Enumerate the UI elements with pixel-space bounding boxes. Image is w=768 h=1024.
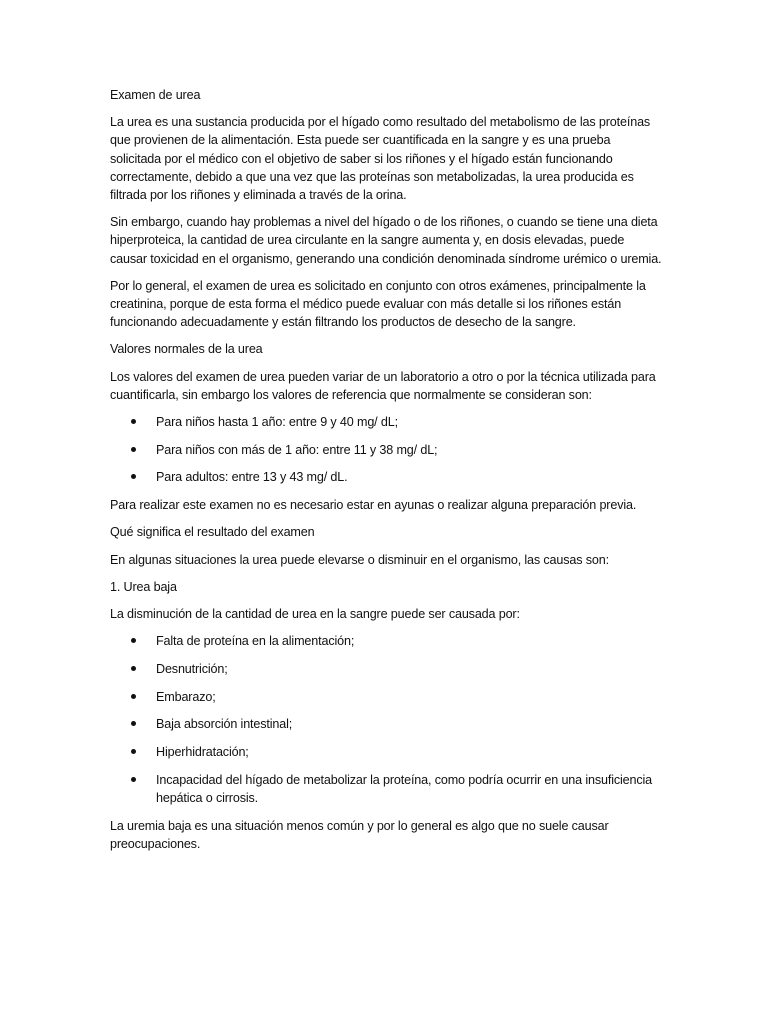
section-heading-normal-values: Valores normales de la urea [110,342,263,357]
list-item-text: Falta de proteína en la alimentación; [156,634,355,649]
bullet-icon [131,419,136,424]
bullet-icon [131,777,136,782]
normal-values-list [110,413,662,487]
document-title: Examen de urea [110,88,201,102]
list-item-text: Para adultos: entre 13 y 43 mg/ dL. [156,470,348,485]
bullet-icon [131,749,136,754]
meaning-intro: En algunas situaciones la urea puede elevarse o disminuir en el organismo, las causas son: [110,552,609,567]
intro-paragraph-2: Sin embargo, cuando hay problemas a nivel del hígado o de los riñones, o cuando se tiene una dieta hiperproteica, la cantidad de urea circulante en la sangre aumenta y, en dosis elevadas, puede causar toxicidad en el organismo, generando una condición denominada síndrome urémico o uremia. [110,215,662,266]
low-urea-closing: La uremia baja es una situación menos común y por lo general es algo que no suele causar preocupaciones. [110,818,609,851]
list-item [110,715,662,733]
list-item-text: Baja absorción intestinal; [156,717,293,732]
list-item [110,468,662,486]
bullet-icon [131,638,136,643]
list-item [110,413,662,431]
normal-values-intro: Los valores del examen de urea pueden variar de un laboratorio a otro o por la técnica utilizada para cuantificarla, sin embargo los valores de referencia que normalmente se consideran son: [110,369,656,402]
low-urea-intro: La disminución de la cantidad de urea en la sangre puede ser causada por: [110,606,520,621]
list-item-text: Incapacidad del hígado de metabolizar la proteína, como podría ocurrir en una insuficiencia hepática o cirrosis. [156,772,653,805]
list-item [110,688,662,706]
intro-paragraph-1: La urea es una sustancia producida por el hígado como resultado del metabolismo de las proteínas que provienen de la alimentación. Esta puede ser cuantificada en la sangre y es una prueba solicitada por el médico con el objetivo de saber si los riñones y el hígado están funcionando correctamente, debido a que una vez que las proteínas son metabolizadas, la urea producida es filtrada por los riñones y eliminada a través de la orina. [110,115,651,203]
section-heading-meaning: Qué significa el resultado del examen [110,525,315,540]
list-item-text: Para niños con más de 1 año: entre 11 y 38 mg/ dL; [156,442,438,457]
bullet-icon [131,694,136,699]
low-urea-causes-list [110,632,662,807]
list-item [110,771,662,807]
list-item [110,632,662,650]
list-item [110,441,662,459]
document-page [110,86,662,862]
bullet-icon [131,666,136,671]
bullet-icon [131,474,136,479]
preparation-note: Para realizar este examen no es necesario estar en ayunas o realizar alguna preparación previa. [110,498,637,513]
bullet-icon [131,447,136,452]
list-item-text: Para niños hasta 1 año: entre 9 y 40 mg/ dL; [156,415,398,430]
list-item-text: Embarazo; [156,689,216,704]
intro-paragraph-3: Por lo general, el examen de urea es solicitado en conjunto con otros exámenes, principalmente la creatinina, porque de esta forma el médico puede evaluar con más detalle si los riñones están funcionando adecuadamente y están filtrando los productos de desecho de la sangre. [110,278,646,330]
list-item [110,660,662,678]
list-item-text: Hiperhidratación; [156,744,249,759]
list-item [110,743,662,761]
list-item-text: Desnutrición; [156,661,228,676]
section-heading-low-urea: 1. Urea baja [110,579,177,594]
bullet-icon [131,721,136,726]
